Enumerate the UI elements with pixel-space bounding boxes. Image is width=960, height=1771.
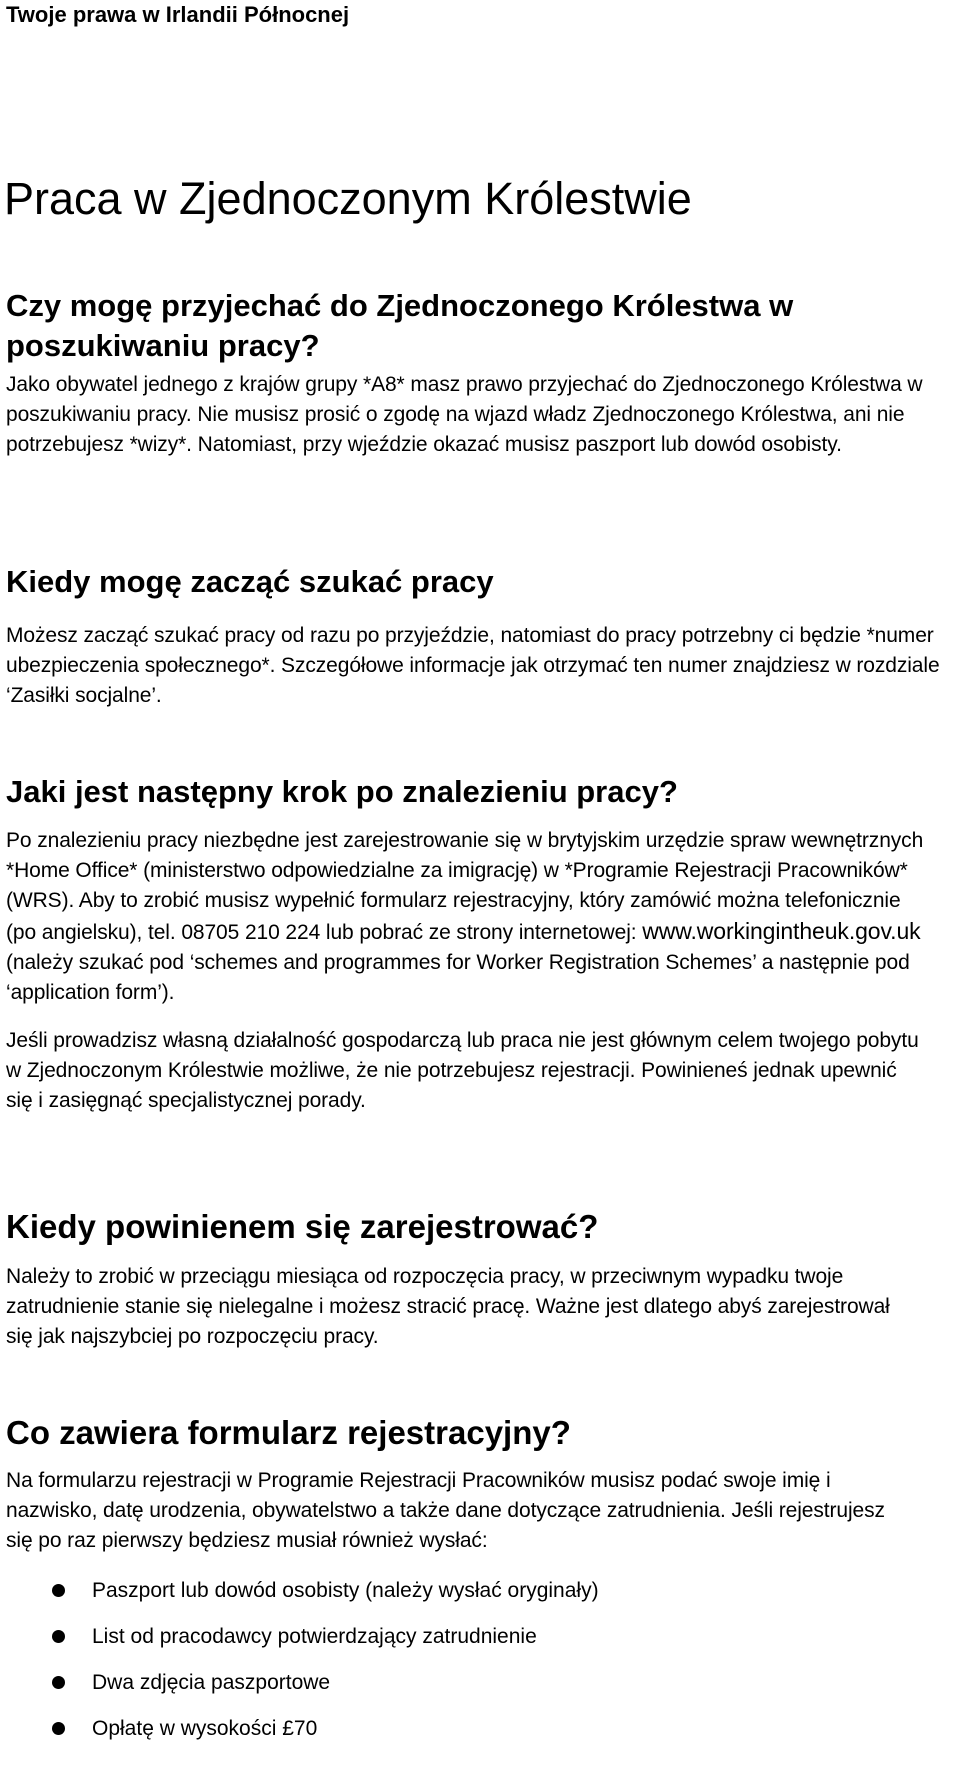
section-paragraph: Możesz zacząć szukać pracy od razu po przyjeździe, natomiast do pracy potrzebny ci będzie *numer ubezpieczenia społecznego*. Szczegółowe informacje jak otrzymać ten numer znajdziesz w rozdziale ‘Zasiłki socjalne’. (6, 624, 940, 707)
bullet-icon (52, 1630, 65, 1643)
list-item: Paszport lub dowód osobisty (należy wysłać oryginały) (6, 1576, 956, 1622)
page-title: Praca w Zjednoczonym Królestwie (4, 173, 692, 224)
website-link[interactable]: www.workingintheuk.gov.uk (642, 918, 921, 944)
list-item: Opłatę w wysokości £70 (6, 1714, 956, 1760)
list-item: Dwa zdjęcia paszportowe (6, 1668, 956, 1714)
section-heading: Jaki jest następny krok po znalezieniu pracy? (6, 774, 678, 809)
section-heading: Czy mogę przyjechać do Zjednoczonego Królestwa w poszukiwaniu pracy? (6, 288, 794, 363)
header-title: Twoje prawa w Irlandii Północnej (6, 2, 350, 27)
section-form-contents (6, 1412, 956, 1760)
list-item: List od pracodawcy potwierdzający zatrudnienie (6, 1622, 956, 1668)
section-job-search-entry (6, 286, 956, 460)
bullet-icon (52, 1584, 65, 1597)
section-paragraph: Na formularzu rejestracji w Programie Rejestracji Pracowników musisz podać swoje imię i nazwisko, datę urodzenia, obywatelstwo a także dane dotyczące zatrudnienia. Jeśli rejestrujesz się po raz pierwszy będziesz musiał również wysłać: (6, 1469, 885, 1552)
required-documents-list (6, 1576, 956, 1760)
section-heading: Co zawiera formularz rejestracyjny? (6, 1414, 571, 1451)
section-paragraph (6, 826, 931, 1008)
bullet-icon (52, 1722, 65, 1735)
bullet-icon (52, 1676, 65, 1689)
paragraph-text: Po znalezieniu pracy niezbędne jest zarejestrowanie się w brytyjskim urzędzie spraw wewnętrznych *Home Office* (ministerstwo odpowiedzialne za imigrację) w *Programie Rejestracji Pracowników* (WRS). Aby to zrobić musisz wypełnić formularz rejestracyjny, który zamówić można telefonicznie (po angielsku), tel. 08705 210 224 lub pobrać ze strony internetowej: (6, 829, 924, 944)
section-paragraph: Jako obywatel jednego z krajów grupy *A8* masz prawo przyjechać do Zjednoczonego Królestwa w poszukiwaniu pracy. Nie musisz prosić o zgodę na wjazd władz Zjednoczonego Królestwa, ani nie potrzebujesz *wizy*. Natomiast, przy wjeździe okazać musisz paszport lub dowód osobisty. (6, 373, 923, 456)
section-when-register (6, 1206, 956, 1352)
section-heading: Kiedy powinienem się zarejestrować? (6, 1208, 599, 1245)
section-paragraph: Jeśli prowadzisz własną działalność gospodarczą lub praca nie jest głównym celem twojego pobytu w Zjednoczonym Królestwie możliwe, że nie potrzebujesz rejestracji. Powinieneś jednak upewnić się i zasięgnąć specjalistycznej porady. (6, 1029, 919, 1112)
section-heading: Kiedy mogę zacząć szukać pracy (6, 564, 494, 599)
section-paragraph: Należy to zrobić w przeciągu miesiąca od rozpoczęcia pracy, w przeciwnym wypadku twoje zatrudnienie stanie się nielegalne i możesz stracić pracę. Ważne jest dlatego abyś zarejestrował się jak najszybciej po rozpoczęciu pracy. (6, 1265, 890, 1348)
section-next-step (6, 772, 956, 1116)
paragraph-text: (należy szukać pod ‘schemes and programmes for Worker Registration Schemes’ a następnie pod ‘application form’). (6, 951, 910, 1004)
section-when-start-search (6, 562, 956, 711)
